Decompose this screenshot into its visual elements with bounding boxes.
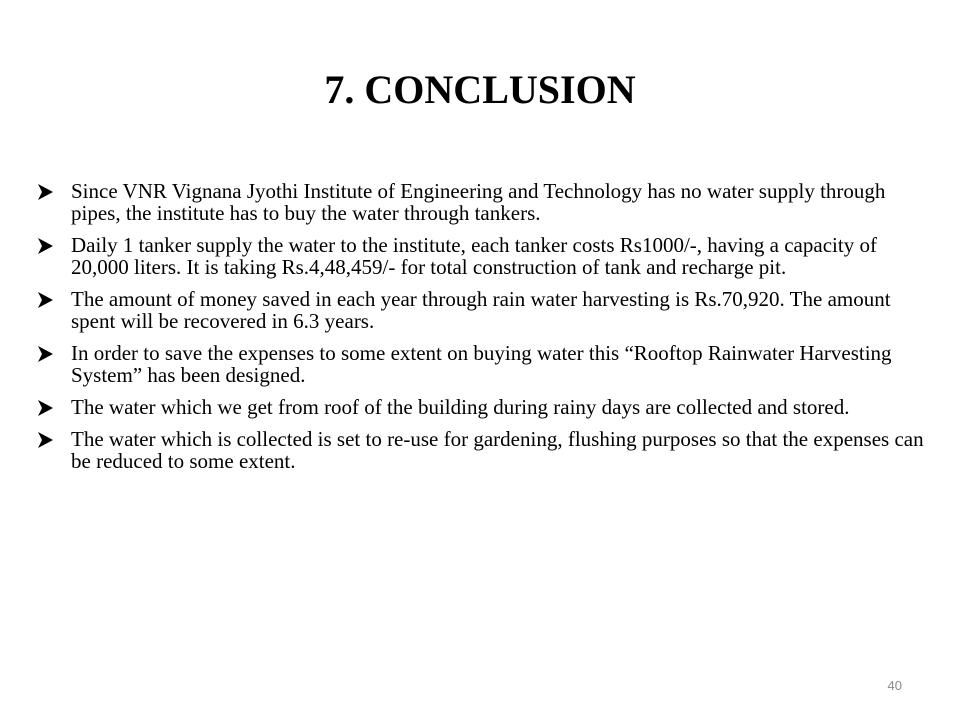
page-number: 40 xyxy=(887,678,902,693)
arrowhead-bullet-icon xyxy=(36,431,54,449)
arrowhead-bullet-icon xyxy=(36,237,54,255)
conclusion-bullet-list xyxy=(36,180,926,482)
bullet-item xyxy=(36,342,926,386)
slide-title: 7. CONCLUSION xyxy=(324,67,636,112)
bullet-text: In order to save the expenses to some extent on buying water this “Rooftop Rainwater Harvesting System” has been designed. xyxy=(71,341,892,387)
bullet-item xyxy=(36,180,926,224)
bullet-text: Since VNR Vignana Jyothi Institute of Engineering and Technology has no water supply through pipes, the institute has to buy the water through tankers. xyxy=(71,179,886,225)
bullet-item xyxy=(36,234,926,278)
bullet-item xyxy=(36,396,926,418)
arrowhead-bullet-icon xyxy=(36,399,54,417)
bullet-item xyxy=(36,428,926,472)
bullet-text: The amount of money saved in each year through rain water harvesting is Rs.70,920. The amount spent will be recovered in 6.3 years. xyxy=(71,287,891,333)
arrowhead-bullet-icon xyxy=(36,291,54,309)
bullet-text: The water which we get from roof of the building during rainy days are collected and stored. xyxy=(71,395,850,419)
arrowhead-bullet-icon xyxy=(36,345,54,363)
bullet-text: The water which is collected is set to re-use for gardening, flushing purposes so that the expenses can be reduced to some extent. xyxy=(71,427,924,473)
arrowhead-bullet-icon xyxy=(36,183,54,201)
bullet-item xyxy=(36,288,926,332)
bullet-text: Daily 1 tanker supply the water to the institute, each tanker costs Rs1000/-, having a capacity of 20,000 liters. It is taking Rs.4,48,459/- for total construction of tank and recharge pit. xyxy=(71,233,877,279)
